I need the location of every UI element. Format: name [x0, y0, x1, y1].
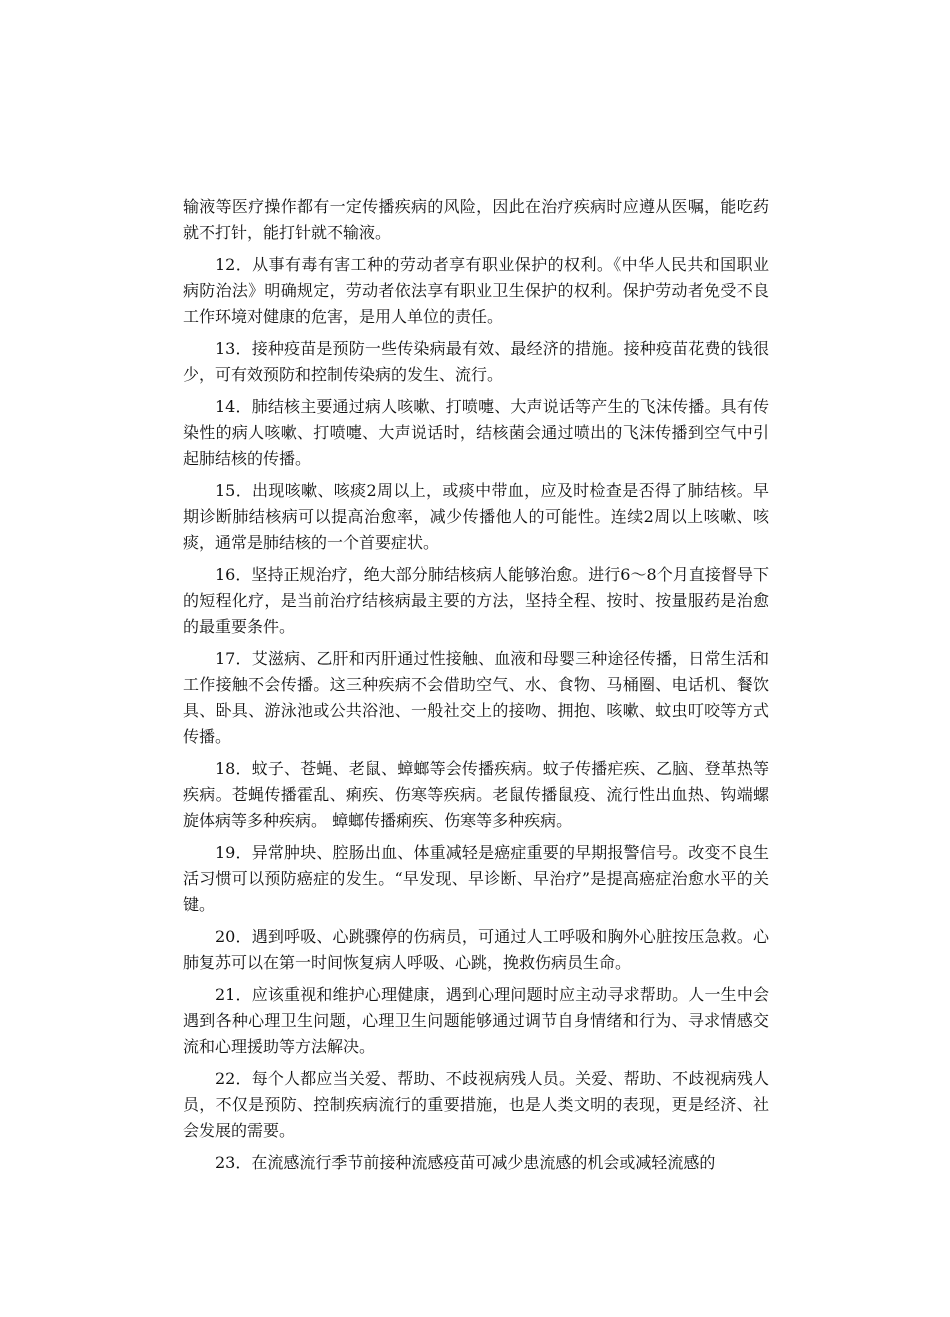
paragraph-continuation: 输液等医疗操作都有一定传播疾病的风险，因此在治疗疾病时应遵从医嘱，能吃药就不打针，能打针就不输液。 — [183, 197, 769, 242]
document-body — [183, 194, 769, 1182]
paragraph-item-14: 14．肺结核主要通过病人咳嗽、打喷嚏、大声说话等产生的飞沫传播。具有传染性的病人咳嗽、打喷嚏、大声说话时，结核菌会通过喷出的飞沫传播到空气中引起肺结核的传播。 — [183, 397, 769, 468]
paragraph-item-17: 17．艾滋病、乙肝和丙肝通过性接触、血液和母婴三种途径传播，日常生活和工作接触不会传播。这三种疾病不会借助空气、水、食物、马桶圈、电话机、餐饮具、卧具、游泳池或公共浴池、一般社交上的接吻、拥抱、咳嗽、蚊虫叮咬等方式传播。 — [183, 649, 769, 746]
paragraph-item-23: 23．在流感流行季节前接种流感疫苗可减少患流感的机会或减轻流感的 — [215, 1153, 716, 1172]
paragraph-item-22: 22．每个人都应当关爱、帮助、不歧视病残人员。关爱、帮助、不歧视病残人员，不仅是预防、控制疾病流行的重要措施，也是人类文明的表现，更是经济、社会发展的需要。 — [183, 1069, 769, 1140]
paragraph-item-20: 20．遇到呼吸、心跳骤停的伤病员，可通过人工呼吸和胸外心脏按压急救。心肺复苏可以在第一时间恢复病人呼吸、心跳，挽救伤病员生命。 — [183, 927, 769, 972]
paragraph-item-19: 19．异常肿块、腔肠出血、体重减轻是癌症重要的早期报警信号。改变不良生活习惯可以预防癌症的发生。“早发现、早诊断、早治疗”是提高癌症治愈水平的关键。 — [183, 843, 769, 914]
paragraph-item-13: 13．接种疫苗是预防一些传染病最有效、最经济的措施。接种疫苗花费的钱很少，可有效预防和控制传染病的发生、流行。 — [183, 339, 769, 384]
paragraph-item-15: 15．出现咳嗽、咳痰2周以上，或痰中带血，应及时检查是否得了肺结核。早期诊断肺结核病可以提高治愈率，减少传播他人的可能性。连续2周以上咳嗽、咳痰，通常是肺结核的一个首要症状。 — [183, 481, 769, 552]
paragraph-item-21: 21．应该重视和维护心理健康，遇到心理问题时应主动寻求帮助。人一生中会遇到各种心理卫生问题，心理卫生问题能够通过调节自身情绪和行为、寻求情感交流和心理援助等方法解决。 — [183, 985, 769, 1056]
paragraph-item-18: 18．蚊子、苍蝇、老鼠、蟑螂等会传播疾病。蚊子传播疟疾、乙脑、登革热等疾病。苍蝇传播霍乱、痢疾、伤寒等疾病。老鼠传播鼠疫、流行性出血热、钩端螺旋体病等多种疾病。 蟑螂传播痢疾、伤寒等多种疾病。 — [183, 759, 769, 830]
paragraph-item-12: 12．从事有毒有害工种的劳动者享有职业保护的权利。《中华人民共和国职业病防治法》明确规定，劳动者依法享有职业卫生保护的权利。保护劳动者免受不良工作环境对健康的危害，是用人单位的责任。 — [183, 255, 769, 326]
paragraph-item-16: 16．坚持正规治疗，绝大部分肺结核病人能够治愈。进行6～8个月直接督导下的短程化疗，是当前治疗结核病最主要的方法，坚持全程、按时、按量服药是治愈的最重要条件。 — [183, 565, 769, 636]
